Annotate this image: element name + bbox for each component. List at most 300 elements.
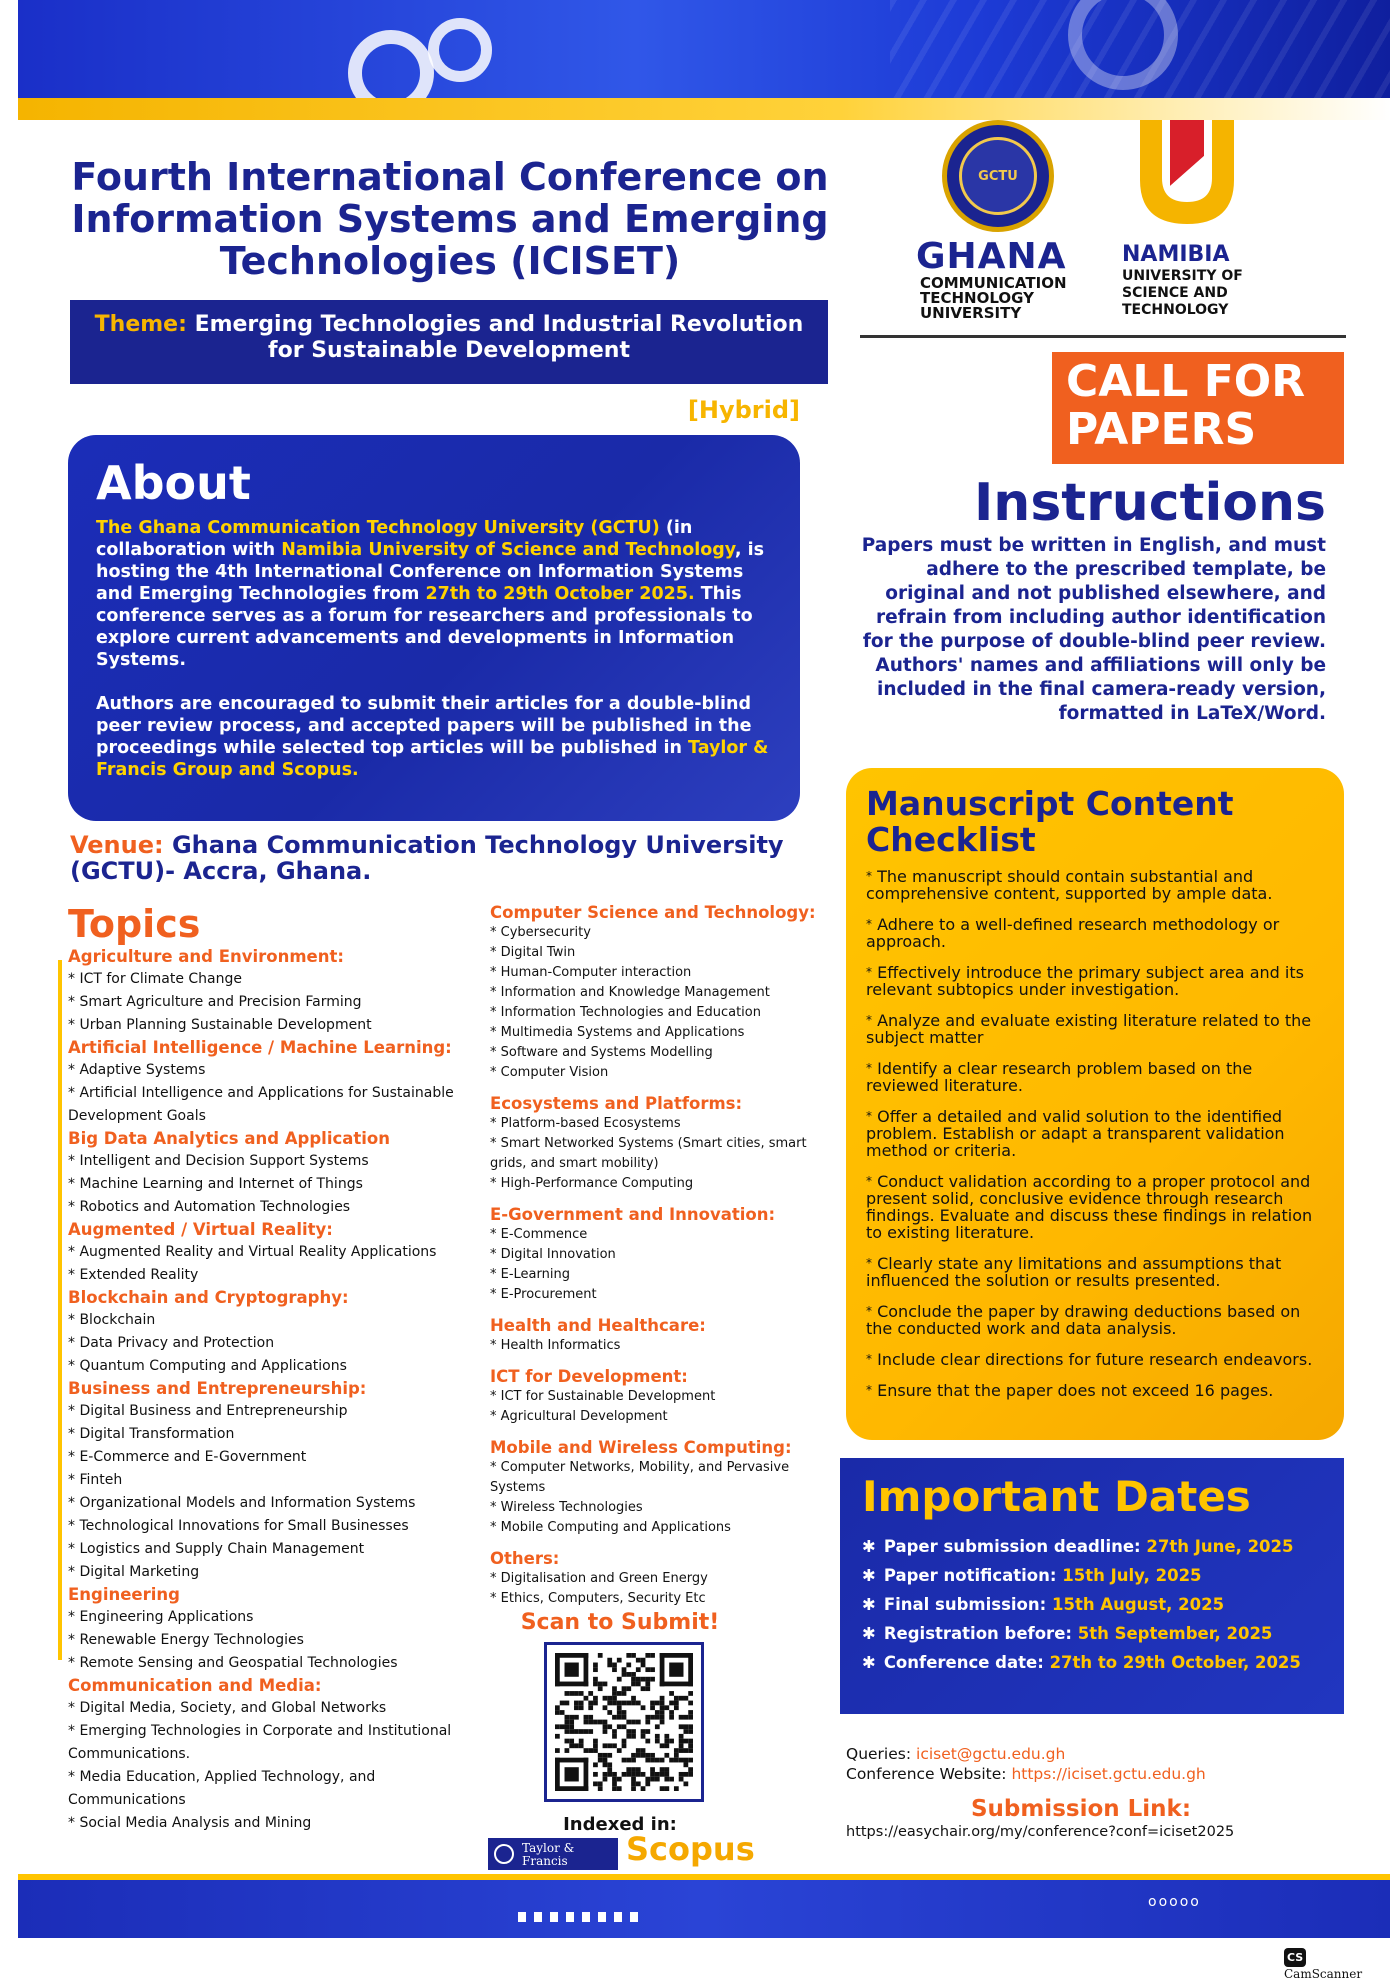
topic-category: Blockchain and Cryptography: (68, 1288, 349, 1307)
qr-module (631, 1786, 636, 1791)
asterisk-icon: * (866, 1304, 872, 1318)
qr-module (569, 1739, 574, 1744)
topic-category: Ecosystems and Platforms: (490, 1094, 743, 1113)
qr-module (584, 1653, 589, 1686)
topic-item (490, 1285, 820, 1305)
qr-module (631, 1729, 636, 1734)
qr-module (679, 1734, 684, 1739)
qr-module (655, 1772, 660, 1777)
topic-item (490, 1043, 820, 1063)
qr-module (631, 1682, 636, 1687)
qr-module (565, 1748, 570, 1753)
camscanner-watermark (1284, 1948, 1384, 1980)
qr-module (612, 1663, 617, 1668)
qr-module (688, 1691, 693, 1696)
asterisk-icon: * (68, 1085, 80, 1101)
topic-item (68, 1697, 478, 1720)
qr-module (660, 1701, 665, 1706)
qr-module (603, 1720, 608, 1725)
qr-module (679, 1772, 684, 1777)
gear-icon (348, 30, 434, 98)
qr-module (612, 1781, 617, 1786)
topic-item (490, 1569, 820, 1589)
topic-item-text: High-Performance Computing (500, 1176, 694, 1191)
qr-module (655, 1777, 660, 1782)
checklist-item (866, 868, 1324, 902)
asterisk-icon: * (68, 1723, 80, 1739)
scan-to-submit-label: Scan to Submit! (520, 1610, 720, 1635)
topic-category: ICT for Development: (490, 1367, 688, 1386)
qr-module (584, 1758, 589, 1791)
qr-module (650, 1701, 655, 1706)
date-label: Final submission: (883, 1595, 1047, 1614)
qr-module (603, 1772, 608, 1777)
checklist-list (866, 868, 1324, 1399)
qr-module (645, 1715, 650, 1720)
topic-item (68, 1082, 478, 1128)
hybrid-label: [Hybrid] (687, 396, 800, 424)
asterisk-icon: * (68, 1472, 80, 1488)
website-link[interactable]: https://iciset.gctu.edu.gh (1011, 1765, 1206, 1783)
qr-module (584, 1696, 589, 1701)
qr-module (679, 1748, 684, 1753)
asterisk-icon: * (68, 1426, 80, 1442)
qr-module (674, 1701, 679, 1706)
qr-module (679, 1696, 684, 1701)
topic-item (68, 1332, 478, 1355)
qr-module (555, 1734, 560, 1739)
qr-module (612, 1696, 617, 1701)
asterisk-icon: * (490, 1591, 501, 1606)
asterisk-icon: * (866, 965, 872, 979)
topic-item (68, 991, 478, 1014)
camscanner-text: CamScanner (1284, 1967, 1363, 1980)
qr-module (617, 1748, 622, 1753)
qr-module (626, 1701, 631, 1706)
qr-module (679, 1743, 684, 1748)
qr-module (603, 1762, 608, 1767)
qr-module (593, 1663, 598, 1668)
qr-module (612, 1701, 617, 1706)
topic-item-text: Media Education, Applied Technology, and Communications (68, 1769, 376, 1808)
topic-item (68, 1629, 478, 1652)
qr-module (565, 1767, 579, 1781)
qr-module (660, 1715, 665, 1720)
qr-module (683, 1715, 688, 1720)
qr-module (612, 1743, 617, 1748)
qr-module (626, 1729, 631, 1734)
topic-item (490, 1225, 820, 1245)
qr-module (660, 1758, 665, 1763)
top-banner (18, 0, 1390, 98)
qr-module (688, 1748, 693, 1753)
topic-item-text: Social Media Analysis and Mining (79, 1815, 312, 1831)
checklist-item (866, 916, 1324, 950)
topic-item-text: Engineering Applications (79, 1609, 254, 1625)
asterisk-icon: * (490, 1267, 501, 1282)
topic-category: Engineering (68, 1585, 180, 1604)
qr-module (626, 1663, 631, 1668)
qr-module (641, 1705, 646, 1710)
qr-module (650, 1705, 655, 1710)
qr-module (579, 1739, 584, 1744)
qr-module (574, 1715, 579, 1720)
topic-item (68, 1446, 478, 1469)
qr-module (679, 1715, 684, 1720)
qr-module (664, 1734, 669, 1739)
asterisk-icon: * (866, 869, 872, 883)
asterisk-icon: * (68, 1335, 80, 1351)
checklist-item (866, 1382, 1324, 1399)
qr-module (626, 1672, 631, 1677)
date-list (862, 1532, 1322, 1677)
qr-module (683, 1758, 688, 1763)
qr-module (565, 1715, 570, 1720)
qr-module (669, 1715, 674, 1720)
asterisk-icon: * (68, 994, 80, 1010)
asterisk-icon: * (490, 1136, 501, 1151)
qr-module (569, 1720, 574, 1725)
qr-module (617, 1705, 622, 1710)
asterisk-icon: * (490, 965, 501, 980)
qr-module (645, 1758, 650, 1763)
qr-module (683, 1772, 688, 1777)
date-value: 15th August, 2025 (1052, 1595, 1225, 1614)
qr-module (598, 1653, 603, 1658)
topic-item-text: Digitalisation and Green Energy (500, 1571, 708, 1586)
qr-module (603, 1729, 608, 1734)
checklist-item-text: Conduct validation according to a proper protocol and present solid, conclusive evidence through research findings. Evaluate and discuss these findings in relation to existing literature. (866, 1172, 1313, 1242)
topic-item (68, 1812, 478, 1835)
qr-module (660, 1710, 665, 1715)
about-text-segment: Authors are encouraged to submit their articles for a double-blind peer review process, and accepted papers will be published in the proceedings while selected top articles will be published in (96, 694, 752, 758)
topic-item (490, 1336, 820, 1356)
asterisk-icon: * (68, 1153, 80, 1169)
qr-module (636, 1677, 641, 1682)
topic-item (68, 1150, 478, 1173)
checklist-item (866, 1303, 1324, 1337)
topic-item-text: E-Commence (500, 1227, 588, 1242)
topic-item-text: Information and Knowledge Management (500, 985, 770, 1000)
checklist-item-text: Ensure that the paper does not exceed 16 pages. (877, 1381, 1274, 1400)
qr-module (607, 1772, 612, 1777)
qr-module (645, 1686, 650, 1691)
nust-name-line: UNIVERSITY OF (1122, 268, 1243, 284)
venue-label: Venue: (70, 831, 164, 859)
qr-module (579, 1691, 584, 1696)
qr-module (688, 1729, 693, 1734)
qr-module (598, 1781, 603, 1786)
topic-item-text: Quantum Computing and Applications (79, 1358, 347, 1374)
qr-module (641, 1663, 646, 1668)
qr-module (636, 1658, 641, 1663)
qr-module (607, 1696, 612, 1701)
asterisk-icon: * (866, 1109, 872, 1123)
qr-module (636, 1701, 641, 1706)
asterisk-icon: * (866, 1256, 872, 1270)
qr-module (598, 1720, 603, 1725)
topic-item-text: Artificial Intelligence and Applications for Sustainable Development Goals (68, 1085, 454, 1124)
qr-module (683, 1729, 688, 1734)
about-text-segment: (in collaboration with (96, 518, 693, 560)
qr-module (593, 1720, 598, 1725)
topic-item-text: Digital Twin (500, 945, 576, 960)
topic-item (490, 1114, 820, 1134)
date-row (862, 1590, 1322, 1619)
qr-module (560, 1724, 565, 1729)
topic-item-text: Extended Reality (79, 1267, 199, 1283)
qr-module (593, 1667, 598, 1672)
topic-item-text: Digital Business and Entrepreneurship (79, 1403, 348, 1419)
qr-module (669, 1663, 683, 1677)
qr-module (622, 1772, 627, 1777)
queries-email-link[interactable]: iciset@gctu.edu.gh (916, 1745, 1066, 1763)
asterisk-icon: * (68, 971, 80, 987)
asterisk-icon: * (68, 1815, 80, 1831)
qr-module (569, 1715, 574, 1720)
qr-module (636, 1781, 641, 1786)
asterisk-icon: * (866, 1352, 872, 1366)
contact-info (846, 1744, 1316, 1784)
nust-name-line: SCIENCE AND (1122, 285, 1228, 301)
topic-item (490, 1407, 820, 1427)
qr-module (579, 1701, 584, 1706)
qr-module (607, 1743, 612, 1748)
asterisk-icon: * (68, 1403, 80, 1419)
qr-module (569, 1729, 574, 1734)
topic-item (68, 1355, 478, 1378)
qr-module (650, 1753, 655, 1758)
asterisk-icon: * (490, 1227, 501, 1242)
asterisk-icon: * (490, 1116, 501, 1131)
qr-module (617, 1701, 622, 1706)
qr-module (688, 1715, 693, 1720)
qr-module (598, 1686, 603, 1691)
about-text-segment: This conference serves as a forum for researchers and professionals to explore current advancements and developments in Information Systems. (96, 584, 753, 670)
topic-item-text: ICT for Sustainable Development (500, 1389, 716, 1404)
qr-module (631, 1753, 636, 1758)
topic-item-text: Smart Networked Systems (Smart cities, smart grids, and smart mobility) (490, 1136, 807, 1171)
qr-module (584, 1720, 589, 1725)
asterisk-icon: * (490, 1247, 501, 1262)
qr-module (641, 1729, 646, 1734)
qr-module (593, 1677, 598, 1682)
date-label: Conference date: (883, 1653, 1044, 1672)
cfp-line: CALL FOR (1066, 356, 1306, 407)
qr-module (555, 1682, 588, 1687)
qr-module (645, 1777, 650, 1782)
qr-module (664, 1705, 669, 1710)
nust-shield-logo (1132, 116, 1242, 228)
checklist-item-text: Identify a clear research problem based on the reviewed literature. (866, 1059, 1253, 1095)
topic-item (490, 1134, 820, 1174)
qr-module (641, 1786, 646, 1791)
topic-item (490, 1518, 820, 1538)
qr-module (555, 1758, 588, 1763)
qr-module (622, 1724, 627, 1729)
qr-module (655, 1734, 660, 1739)
qr-module (631, 1781, 636, 1786)
topic-item (68, 1720, 478, 1766)
important-dates-box (840, 1458, 1344, 1714)
venue (70, 832, 830, 884)
qr-module (664, 1743, 669, 1748)
qr-module (683, 1696, 688, 1701)
topic-item-text: Cybersecurity (500, 925, 591, 940)
qr-module (560, 1701, 565, 1706)
qr-module (688, 1710, 693, 1715)
topic-item (490, 1589, 820, 1609)
topic-category: Artificial Intelligence / Machine Learning: (68, 1038, 452, 1057)
qr-module (664, 1739, 669, 1744)
qr-module (593, 1781, 598, 1786)
topic-category: Computer Science and Technology: (490, 903, 816, 922)
qr-module (669, 1739, 674, 1744)
important-dates-title: Important Dates (862, 1472, 1251, 1521)
asterisk-icon: * (68, 1267, 80, 1283)
topic-item (68, 1766, 478, 1812)
submission-link[interactable]: https://easychair.org/my/conference?conf=iciset2025 (846, 1824, 1235, 1840)
qr-module (607, 1753, 612, 1758)
qr-module (660, 1696, 665, 1701)
qr-module (588, 1748, 593, 1753)
qr-module (631, 1701, 636, 1706)
qr-module (631, 1677, 636, 1682)
checklist-item-text: Effectively introduce the primary subject area and its relevant subtopics under investigation. (866, 963, 1304, 999)
qr-module (622, 1667, 627, 1672)
qr-module (607, 1701, 612, 1706)
qr-module (598, 1786, 603, 1791)
qr-module (664, 1772, 669, 1777)
qr-module (688, 1653, 693, 1686)
qr-module (669, 1710, 674, 1715)
about-text-segment: , is hosting the 4th International Conference on Information Systems and Emerging Technologies from (96, 540, 764, 604)
checklist-item (866, 1173, 1324, 1241)
asterisk-icon: * (866, 917, 872, 931)
topic-item (68, 968, 478, 991)
qr-module (579, 1729, 584, 1734)
qr-module (641, 1748, 646, 1753)
qr-module (655, 1739, 660, 1744)
bottom-banner (18, 1880, 1390, 1938)
topic-item (68, 1538, 478, 1561)
qr-code-icon (555, 1653, 693, 1791)
topic-item-text: Multimedia Systems and Applications (500, 1025, 745, 1040)
topic-item (68, 1561, 478, 1584)
qr-module (655, 1710, 660, 1715)
qr-module (565, 1739, 570, 1744)
qr-module (631, 1772, 636, 1777)
qr-module (584, 1729, 589, 1734)
qr-module (650, 1715, 655, 1720)
qr-module (593, 1748, 598, 1753)
queries-line (846, 1744, 1316, 1764)
qr-code[interactable] (544, 1642, 704, 1802)
topic-item-text: Augmented Reality and Virtual Reality Applications (79, 1244, 437, 1260)
date-row (862, 1561, 1322, 1590)
nust-name-big: NAMIBIA (1122, 242, 1230, 267)
qr-module (569, 1724, 574, 1729)
qr-module (636, 1748, 641, 1753)
qr-module (574, 1729, 579, 1734)
qr-module (660, 1786, 665, 1791)
asterisk-icon: * (68, 1700, 80, 1716)
qr-module (674, 1696, 679, 1701)
qr-module (660, 1653, 693, 1658)
qr-module (603, 1777, 608, 1782)
qr-module (617, 1777, 622, 1782)
topic-item (68, 1606, 478, 1629)
topic-item-text: Digital Media, Society, and Global Networks (79, 1700, 387, 1716)
asterisk-icon: * (866, 1013, 872, 1027)
qr-module (626, 1720, 631, 1725)
gctu-name-big: GHANA (916, 236, 1067, 277)
qr-module (612, 1729, 617, 1734)
qr-module (603, 1753, 608, 1758)
qr-module (593, 1682, 598, 1687)
qr-module (593, 1696, 598, 1701)
gctu-name (916, 238, 1086, 321)
qr-module (631, 1734, 636, 1739)
topic-item-text: Agricultural Development (500, 1409, 668, 1424)
qr-module (555, 1748, 560, 1753)
taylor-francis-logo (488, 1838, 618, 1870)
qr-module (607, 1724, 612, 1729)
topic-item-text: Intelligent and Decision Support Systems (79, 1153, 369, 1169)
qr-module (555, 1758, 560, 1791)
asterisk-icon: * (68, 1541, 80, 1557)
topics-title: Topics (68, 902, 201, 946)
gctu-name-line: UNIVERSITY (920, 304, 1022, 322)
qr-module (636, 1753, 641, 1758)
qr-module (560, 1710, 565, 1715)
qr-module (645, 1682, 650, 1687)
qr-module (603, 1758, 608, 1763)
checklist-item-text: Conclude the paper by drawing deductions based on the conducted work and data analysis. (866, 1302, 1301, 1338)
qr-module (555, 1653, 560, 1686)
topic-item-text: Wireless Technologies (500, 1500, 643, 1515)
qr-module (655, 1701, 660, 1706)
qr-module (574, 1705, 579, 1710)
website-label: Conference Website: (846, 1765, 1007, 1783)
qr-module (593, 1743, 598, 1748)
asterisk-icon: * (490, 945, 501, 960)
topic-item-text: ICT for Climate Change (79, 971, 242, 987)
qr-module (636, 1682, 641, 1687)
asterisk-icon: * (490, 1045, 501, 1060)
topic-item (490, 1458, 820, 1498)
qr-module (598, 1753, 603, 1758)
topic-item-text: Technological Innovations for Small Businesses (79, 1518, 409, 1534)
qr-module (588, 1691, 593, 1696)
qr-module (612, 1691, 617, 1696)
venue-text: Ghana Communication Technology University (GCTU)- Accra, Ghana. (70, 831, 784, 885)
qr-module (622, 1739, 627, 1744)
topic-item-text: Health Informatics (500, 1338, 621, 1353)
qr-module (683, 1762, 688, 1767)
qr-module (607, 1663, 612, 1668)
qr-module (565, 1691, 570, 1696)
qr-module (579, 1743, 584, 1748)
banner-circles: ooooo (1148, 1894, 1201, 1910)
qr-module (617, 1724, 622, 1729)
topic-category: Mobile and Wireless Computing: (490, 1438, 792, 1457)
topic-item-text: Logistics and Supply Chain Management (79, 1541, 365, 1557)
qr-module (655, 1715, 660, 1720)
topic-item (68, 1014, 478, 1037)
qr-module (664, 1786, 669, 1791)
qr-module (612, 1772, 617, 1777)
